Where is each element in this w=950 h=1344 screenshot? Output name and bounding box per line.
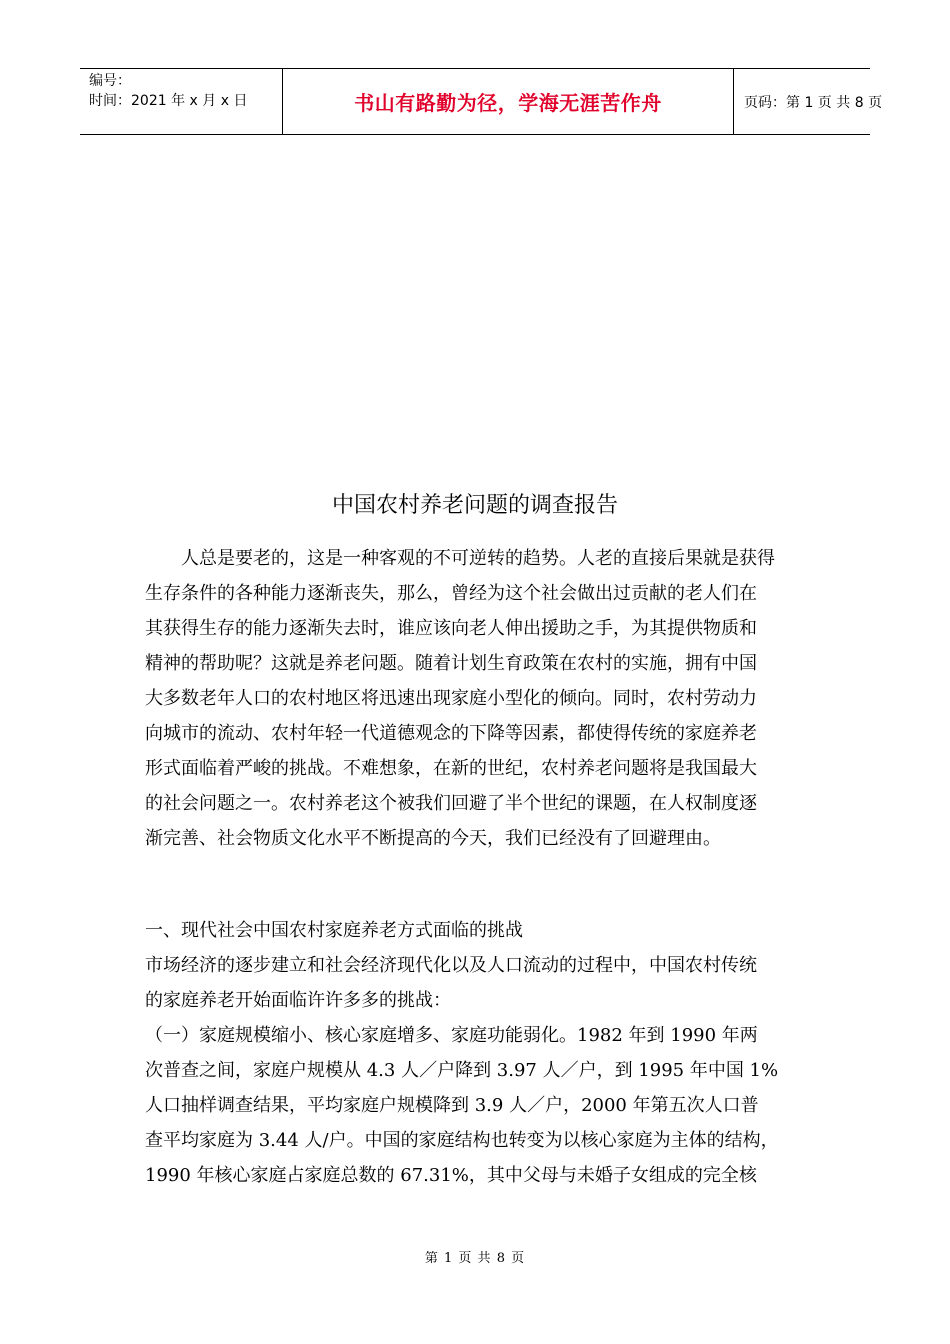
paragraph-line: 的社会问题之一。农村养老这个被我们回避了半个世纪的课题，在人权制度逐	[145, 793, 757, 814]
paragraph-line: 查平均家庭为 3.44 人/户。中国的家庭结构也转变为以核心家庭为主体的结构，	[145, 1130, 779, 1151]
paragraph-line: 人总是要老的，这是一种客观的不可逆转的趋势。人老的直接后果就是获得	[145, 548, 775, 569]
number-label: 编号：	[89, 73, 131, 89]
paragraph-line: 人口抽样调查结果，平均家庭户规模降到 3.9 人／户，2000 年第五次人口普	[145, 1095, 759, 1116]
document-header	[80, 68, 883, 135]
paragraph-line: 其获得生存的能力逐渐失去时，谁应该向老人伸出援助之手，为其提供物质和	[145, 618, 757, 639]
paragraph-line: 大多数老年人口的农村地区将迅速出现家庭小型化的倾向。同时，农村劳动力	[145, 688, 757, 709]
paragraph-line: （一）家庭规模缩小、核心家庭增多、家庭功能弱化。1982 年到 1990 年两	[145, 1025, 758, 1046]
section-one	[145, 913, 805, 1193]
document-title: 中国农村养老问题的调查报告	[331, 493, 618, 518]
paragraph-line: 向城市的流动、农村年轻一代道德观念的下降等因素，都使得传统的家庭养老	[145, 723, 757, 744]
page-label: 页码：第 1 页 共 8 页	[744, 94, 883, 111]
paragraph-line: 生存条件的各种能力逐渐丧失，那么，曾经为这个社会做出过贡献的老人们在	[145, 583, 757, 604]
section-heading: 一、现代社会中国农村家庭养老方式面临的挑战	[145, 920, 523, 941]
paragraph-line: 精神的帮助呢？这就是养老问题。随着计划生育政策在农村的实施，拥有中国	[145, 653, 757, 674]
header-page-cell	[734, 69, 883, 134]
paragraph-line: 形式面临着严峻的挑战。不难想象，在新的世纪，农村养老问题将是我国最大	[145, 758, 757, 779]
paragraph-line: 1990 年核心家庭占家庭总数的 67.31%，其中父母与未婚子女组成的完全核	[145, 1165, 757, 1186]
time-label: 时间：2021 年 x 月 x 日	[89, 93, 248, 109]
paragraph-line: 渐完善、社会物质文化水平不断提高的今天，我们已经没有了回避理由。	[145, 828, 721, 849]
paragraph-line: 的家庭养老开始面临许许多多的挑战：	[145, 990, 451, 1011]
intro-paragraph	[145, 541, 805, 856]
header-meta	[80, 69, 282, 134]
header-motto-cell	[282, 69, 734, 134]
paragraph-line: 市场经济的逐步建立和社会经济现代化以及人口流动的过程中，中国农村传统	[145, 955, 757, 976]
page-footer: 第 1 页 共 8 页	[424, 1251, 526, 1266]
paragraph-line: 次普查之间，家庭户规模从 4.3 人／户降到 3.97 人／户，到 1995 年中国 1%	[145, 1060, 779, 1081]
motto-text: 书山有路勤为径，学海无涯苦作舟	[354, 91, 662, 115]
